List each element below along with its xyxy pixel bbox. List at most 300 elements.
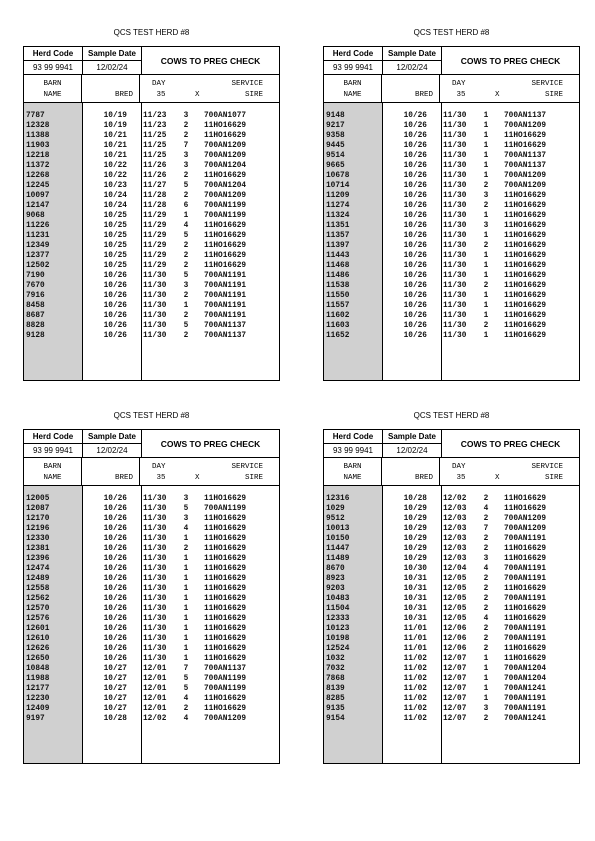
service-sire-cell: 700AN1241	[504, 685, 547, 693]
table-row	[324, 241, 579, 251]
service-sire-header	[231, 462, 263, 484]
table-rows	[24, 494, 279, 724]
bred-date-cell: 10/26	[103, 575, 127, 583]
service-sire-cell: 11HO16629	[504, 232, 547, 240]
barn-header-label: BARN	[343, 80, 362, 88]
barn-name-cell: 12349	[26, 242, 50, 250]
service-sire-cell: 700AN1191	[504, 535, 547, 543]
barn-name-cell: 11557	[326, 302, 350, 310]
barn-name-header	[324, 75, 382, 102]
day35-cell: 11/30	[443, 202, 467, 210]
service-count-cell: 1	[183, 585, 189, 593]
herd-code-value: 93 99 9941	[32, 446, 74, 455]
day35-cell: 12/06	[443, 635, 467, 643]
service-sire-cell: 11HO16629	[204, 635, 247, 643]
bred-date-cell: 10/21	[103, 142, 127, 150]
service-count-cell: 5	[183, 322, 189, 330]
day35-cell: 11/29	[143, 212, 167, 220]
barn-name-cell: 12524	[326, 645, 350, 653]
day35-cell: 12/07	[443, 655, 467, 663]
bred-date-cell: 10/26	[103, 312, 127, 320]
bred-date-cell: 10/26	[403, 192, 427, 200]
barn-name-cell: 10848	[26, 665, 50, 673]
sample-date-label: Sample Date	[383, 430, 441, 444]
barn-name-cell: 9197	[26, 715, 45, 723]
barn-name-cell: 8670	[326, 565, 345, 573]
service-sire-cell: 11HO16629	[204, 695, 247, 703]
day35-cell: 11/30	[143, 545, 167, 553]
bred-date-cell: 10/29	[403, 555, 427, 563]
herd-code-cell	[324, 430, 383, 457]
bred-date-cell: 10/23	[103, 182, 127, 190]
day35-cell: 11/30	[443, 182, 467, 190]
sample-date-cell	[383, 430, 442, 457]
table-rows	[324, 111, 579, 341]
day35-cell: 11/30	[443, 302, 467, 310]
barn-name-cell: 8285	[326, 695, 345, 703]
day35-cell: 11/25	[143, 152, 167, 160]
day35-cell: 11/30	[443, 242, 467, 250]
service-sire-cell: 11HO16629	[204, 172, 247, 180]
bred-header-spacer	[82, 79, 133, 90]
service-sire-cell: 11HO16629	[504, 555, 547, 563]
service-count-cell: 5	[183, 232, 189, 240]
service-sire-cell: 11HO16629	[204, 222, 247, 230]
barn-name-cell: 7868	[326, 675, 345, 683]
service-count-cell: 3	[483, 555, 489, 563]
report-panel	[23, 410, 280, 764]
service-count-cell: 1	[183, 655, 189, 663]
service-count-cell: 2	[483, 605, 489, 613]
bred-date-cell: 10/26	[103, 515, 127, 523]
table-row	[24, 554, 279, 564]
barn-name-cell: 12177	[26, 685, 50, 693]
service-sire-cell: 11HO16629	[504, 505, 547, 513]
service-sire-cell: 700AN1191	[504, 705, 547, 713]
service-sire-cell: 11HO16629	[504, 615, 547, 623]
service-count-cell: 3	[183, 515, 189, 523]
service-count-cell: 5	[183, 675, 189, 683]
service-sire-cell: 700AN1209	[204, 715, 247, 723]
service-sire-cell: 700AN1191	[204, 282, 247, 290]
sample-date-value: 12/02/24	[396, 63, 428, 72]
day-header	[452, 79, 466, 101]
service-sire-cell: 700AN1204	[204, 182, 247, 190]
table-row	[324, 271, 579, 281]
day-header-label: DAY	[152, 80, 166, 88]
table-row	[24, 694, 279, 704]
service-count-cell: 1	[183, 615, 189, 623]
table-row	[324, 534, 579, 544]
service-count-cell: 3	[183, 112, 189, 120]
barn-name-cell: 11652	[326, 332, 350, 340]
bred-date-cell: 10/22	[103, 162, 127, 170]
report-panel	[323, 27, 580, 381]
table-row	[324, 524, 579, 534]
herd-code-value: 93 99 9941	[332, 446, 374, 455]
bred-date-cell: 10/26	[103, 545, 127, 553]
service-sire-cell: 700AN1191	[504, 695, 547, 703]
name-header-label: NAME	[43, 474, 62, 482]
table-row	[24, 704, 279, 714]
table-row	[24, 171, 279, 181]
service-sire-cell: 11HO16629	[504, 302, 547, 310]
service-count-cell: 1	[483, 302, 489, 310]
barn-name-cell: 12601	[26, 625, 50, 633]
service-count-cell: 2	[183, 292, 189, 300]
table-row	[324, 191, 579, 201]
barn-name-cell: 11538	[326, 282, 350, 290]
sample-date-cell	[383, 47, 442, 74]
service-count-cell: 1	[483, 332, 489, 340]
service-count-cell: 2	[483, 202, 489, 210]
table-row	[24, 544, 279, 554]
service-sire-cell: 11HO16629	[204, 545, 247, 553]
bred-date-cell: 10/26	[103, 625, 127, 633]
sire-header-label: SIRE	[544, 474, 563, 482]
service-sire-cell: 11HO16629	[204, 132, 247, 140]
service-sire-cell: 11HO16629	[504, 262, 547, 270]
bred-header	[82, 458, 140, 485]
service-count-cell: 2	[483, 715, 489, 723]
bred-date-cell: 10/26	[403, 162, 427, 170]
sire-header-label: SIRE	[544, 91, 563, 99]
bred-date-cell: 10/26	[103, 555, 127, 563]
table-row	[324, 504, 579, 514]
barn-name-header	[24, 458, 82, 485]
barn-name-cell: 8458	[26, 302, 45, 310]
table-row	[24, 634, 279, 644]
service-count-cell: 1	[483, 312, 489, 320]
day35-cell: 11/30	[443, 332, 467, 340]
day35-cell: 12/07	[443, 705, 467, 713]
bred-date-cell: 10/25	[103, 252, 127, 260]
day-header-num: 35	[456, 474, 466, 482]
service-count-cell: 3	[483, 705, 489, 713]
service-count-cell: 1	[483, 212, 489, 220]
bred-date-cell: 10/26	[403, 312, 427, 320]
barn-name-cell: 11903	[26, 142, 50, 150]
table-body	[24, 103, 279, 380]
barn-name-cell: 11324	[326, 212, 350, 220]
service-count-cell: 2	[483, 535, 489, 543]
sample-date-value: 12/02/24	[96, 63, 128, 72]
column-header	[324, 458, 579, 486]
service-count-cell: 1	[183, 635, 189, 643]
service-count-cell: 1	[483, 685, 489, 693]
bred-header	[382, 458, 440, 485]
herd-code-label: Herd Code	[24, 47, 82, 61]
day35-cell: 11/29	[143, 242, 167, 250]
day35-cell: 12/03	[443, 505, 467, 513]
day35-cell: 11/30	[443, 142, 467, 150]
barn-name-cell: 12328	[26, 122, 50, 130]
bred-date-cell: 10/26	[403, 122, 427, 130]
service-sire-cell: 700AN1191	[204, 272, 247, 280]
bred-date-cell: 10/26	[403, 222, 427, 230]
day35-cell: 11/30	[143, 565, 167, 573]
bred-date-cell: 10/26	[103, 605, 127, 613]
day35-cell: 11/30	[143, 605, 167, 613]
barn-name-cell: 11351	[326, 222, 350, 230]
barn-name-cell: 7787	[26, 112, 45, 120]
day35-cell: 11/30	[143, 575, 167, 583]
day35-cell: 11/30	[143, 655, 167, 663]
day35-cell: 11/30	[143, 525, 167, 533]
service-count-cell: 2	[483, 645, 489, 653]
service-sire-cell: 700AN1191	[204, 302, 247, 310]
table-row	[324, 281, 579, 291]
service-sire-cell: 11HO16629	[504, 322, 547, 330]
service-sire-cell: 11HO16629	[504, 545, 547, 553]
service-count-cell: 1	[483, 232, 489, 240]
day35-cell: 11/28	[143, 202, 167, 210]
barn-name-cell: 9148	[326, 112, 345, 120]
table-row	[324, 674, 579, 684]
service-count-cell: 2	[183, 172, 189, 180]
table-row	[24, 624, 279, 634]
day35-cell: 12/02	[143, 715, 167, 723]
day35-cell: 11/30	[143, 515, 167, 523]
table-row	[324, 664, 579, 674]
bred-date-cell: 10/21	[103, 152, 127, 160]
name-header-label: NAME	[343, 474, 362, 482]
barn-name-cell: 12489	[26, 575, 50, 583]
service-sire-cell: 11HO16629	[204, 495, 247, 503]
service-sire-cell: 700AN1204	[204, 162, 247, 170]
service-sire-cell: 700AN1191	[204, 292, 247, 300]
barn-name-cell: 9512	[326, 515, 345, 523]
bred-date-cell: 10/26	[403, 182, 427, 190]
service-count-cell: 1	[183, 302, 189, 310]
barn-header-label: BARN	[43, 80, 62, 88]
report-card	[23, 429, 280, 764]
day35-cell: 12/05	[443, 585, 467, 593]
bred-header-label: BRED	[114, 91, 133, 99]
service-sire-cell: 700AN1209	[504, 182, 547, 190]
barn-name-cell: 10150	[326, 535, 350, 543]
column-header	[324, 75, 579, 103]
day35-cell: 12/07	[443, 685, 467, 693]
service-count-cell: 7	[183, 142, 189, 150]
x-header-label: X	[195, 91, 200, 99]
table-row	[24, 121, 279, 131]
service-count-cell: 4	[483, 565, 489, 573]
service-sire-cell: 700AN1199	[204, 505, 247, 513]
service-sire-cell: 700AN1209	[504, 515, 547, 523]
barn-name-cell: 7190	[26, 272, 45, 280]
bred-header-label: BRED	[114, 474, 133, 482]
barn-name-cell: 11388	[26, 132, 50, 140]
day35-cell: 11/30	[143, 332, 167, 340]
table-row	[24, 251, 279, 261]
day35-cell: 12/01	[143, 695, 167, 703]
table-row	[324, 171, 579, 181]
day-header	[152, 79, 166, 101]
bred-date-cell: 10/26	[103, 495, 127, 503]
barn-name-cell: 1032	[326, 655, 345, 663]
table-body	[324, 486, 579, 763]
herd-code-value: 93 99 9941	[32, 63, 74, 72]
bred-date-cell: 10/26	[403, 132, 427, 140]
barn-name-cell: 12562	[26, 595, 50, 603]
service-count-cell: 2	[183, 242, 189, 250]
service-sire-cell: 11HO16629	[504, 495, 547, 503]
bred-date-cell: 10/26	[103, 615, 127, 623]
table-row	[24, 331, 279, 341]
sample-date-label: Sample Date	[83, 430, 141, 444]
sample-date-cell	[83, 47, 142, 74]
service-sire-cell: 700AN1199	[204, 675, 247, 683]
day35-cell: 11/30	[143, 625, 167, 633]
service-count-cell: 1	[183, 595, 189, 603]
service-count-cell: 5	[183, 272, 189, 280]
day35-cell: 12/01	[143, 665, 167, 673]
day35-cell: 11/30	[443, 282, 467, 290]
service-sire-cell: 11HO16629	[504, 655, 547, 663]
service-sire-cell: 11HO16629	[504, 332, 547, 340]
service-sire-cell: 700AN1204	[504, 675, 547, 683]
bred-header-label: BRED	[414, 91, 433, 99]
bred-date-cell: 11/02	[403, 655, 427, 663]
day35-cell: 12/07	[443, 715, 467, 723]
table-row	[324, 141, 579, 151]
day35-cell: 12/07	[443, 665, 467, 673]
table-row	[24, 524, 279, 534]
day35-cell: 12/01	[143, 705, 167, 713]
service-sire-cell: 700AN1209	[204, 192, 247, 200]
name-header-label: NAME	[43, 91, 62, 99]
bred-date-cell: 10/26	[103, 525, 127, 533]
service-sire-header	[531, 79, 563, 101]
service-sire-cell: 700AN1137	[504, 162, 547, 170]
herd-code-cell	[24, 47, 83, 74]
day35-cell: 11/23	[143, 112, 167, 120]
report-card	[323, 46, 580, 381]
service-header	[440, 75, 579, 102]
day35-cell: 12/06	[443, 645, 467, 653]
bred-date-cell: 10/19	[103, 112, 127, 120]
barn-name-cell: 12377	[26, 252, 50, 260]
table-row	[324, 644, 579, 654]
bred-header-label: BRED	[414, 474, 433, 482]
service-count-cell: 2	[483, 495, 489, 503]
barn-name-cell: 8687	[26, 312, 45, 320]
service-sire-cell: 11HO16629	[504, 585, 547, 593]
table-row	[324, 211, 579, 221]
day35-cell: 12/01	[143, 685, 167, 693]
day35-cell: 11/30	[143, 615, 167, 623]
card-header	[324, 430, 579, 458]
barn-name-cell: 7670	[26, 282, 45, 290]
bred-date-cell: 10/26	[103, 535, 127, 543]
service-sire-cell: 11HO16629	[204, 565, 247, 573]
day-header-num: 35	[456, 91, 466, 99]
service-count-cell: 2	[483, 625, 489, 633]
name-header-label: NAME	[343, 91, 362, 99]
day35-cell: 12/01	[143, 675, 167, 683]
day-header	[152, 462, 166, 484]
service-sire-cell: 11HO16629	[504, 272, 547, 280]
barn-name-cell: 12245	[26, 182, 50, 190]
service-count-cell: 2	[183, 122, 189, 130]
barn-name-cell: 12610	[26, 635, 50, 643]
table-row	[324, 594, 579, 604]
barn-name-cell: 12626	[26, 645, 50, 653]
day35-cell: 12/04	[443, 565, 467, 573]
day35-cell: 11/30	[143, 645, 167, 653]
service-count-cell: 1	[183, 645, 189, 653]
day35-cell: 11/25	[143, 132, 167, 140]
service-count-cell: 3	[483, 222, 489, 230]
table-row	[24, 181, 279, 191]
bred-date-cell: 10/25	[103, 232, 127, 240]
barn-name-cell: 12650	[26, 655, 50, 663]
barn-name-cell: 12396	[26, 555, 50, 563]
service-sire-cell: 11HO16629	[204, 252, 247, 260]
table-row	[324, 111, 579, 121]
day35-cell: 11/30	[443, 212, 467, 220]
service-count-cell: 2	[483, 585, 489, 593]
table-row	[324, 574, 579, 584]
barn-name-cell: 11468	[326, 262, 350, 270]
table-row	[324, 331, 579, 341]
sire-header-label: SIRE	[244, 474, 263, 482]
bred-date-cell: 10/28	[103, 715, 127, 723]
service-sire-cell: 11HO16629	[504, 242, 547, 250]
table-rows	[24, 111, 279, 341]
service-sire-cell: 11HO16629	[504, 312, 547, 320]
service-header	[140, 458, 279, 485]
bred-date-cell: 10/26	[403, 322, 427, 330]
service-sire-cell: 11HO16629	[204, 595, 247, 603]
day-header-label: DAY	[152, 463, 166, 471]
day35-cell: 11/23	[143, 122, 167, 130]
report-panel	[323, 410, 580, 764]
table-row	[24, 674, 279, 684]
day35-cell: 11/30	[443, 132, 467, 140]
sample-date-cell	[83, 430, 142, 457]
barn-name-cell: 12381	[26, 545, 50, 553]
bred-date-cell: 10/26	[103, 332, 127, 340]
table-row	[324, 604, 579, 614]
x-header-label: X	[495, 91, 500, 99]
service-count-cell: 2	[183, 252, 189, 260]
bred-date-cell: 10/31	[403, 595, 427, 603]
bred-date-cell: 10/29	[403, 515, 427, 523]
day35-cell: 11/30	[443, 172, 467, 180]
day35-cell: 12/07	[443, 675, 467, 683]
day35-cell: 12/07	[443, 695, 467, 703]
barn-name-cell: 12474	[26, 565, 50, 573]
bred-date-cell: 10/26	[403, 172, 427, 180]
table-row	[24, 714, 279, 724]
bred-date-cell: 11/02	[403, 715, 427, 723]
barn-name-cell: 11231	[26, 232, 50, 240]
day-header-label: DAY	[452, 463, 466, 471]
table-row	[24, 321, 279, 331]
table-row	[24, 534, 279, 544]
bred-header-spacer	[382, 462, 433, 473]
service-sire-header	[231, 79, 263, 101]
day35-cell: 11/29	[143, 222, 167, 230]
table-body	[24, 486, 279, 763]
bred-date-cell: 10/26	[403, 282, 427, 290]
barn-name-cell: 8828	[26, 322, 45, 330]
report-heading: COWS TO PREG CHECK	[460, 438, 561, 449]
bred-date-cell: 10/26	[403, 232, 427, 240]
bred-date-cell: 10/31	[403, 575, 427, 583]
